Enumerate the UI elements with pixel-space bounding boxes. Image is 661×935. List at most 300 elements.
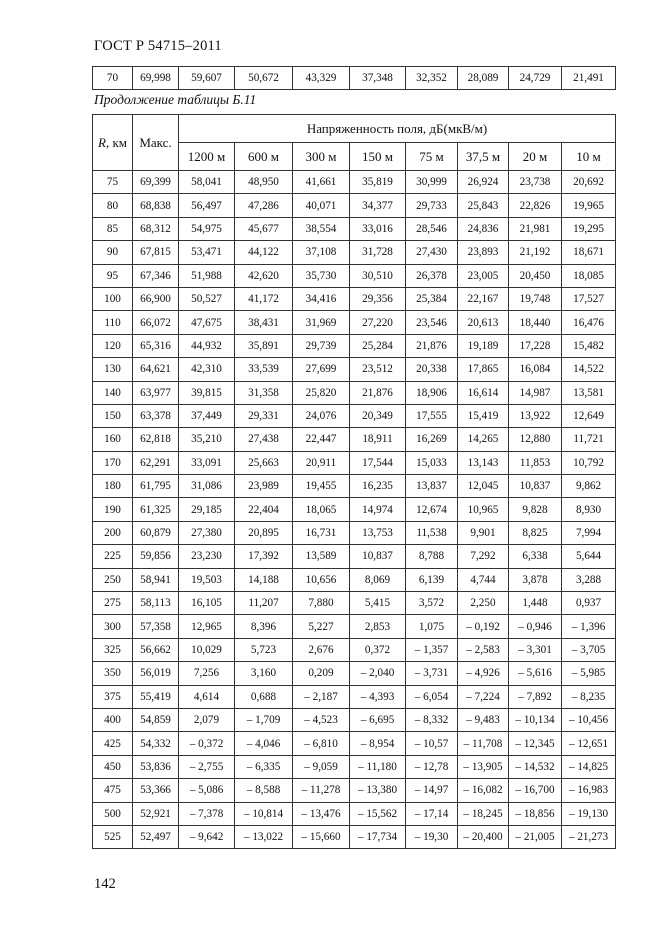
- table-cell: 28,089: [458, 67, 509, 90]
- distance-cell: 200: [93, 521, 133, 544]
- table-cell: 3,288: [562, 568, 616, 591]
- table-cell: 14,188: [235, 568, 293, 591]
- table-row: [93, 217, 616, 240]
- table-cell: 37,108: [293, 241, 350, 264]
- table-cell: 18,085: [562, 264, 616, 287]
- table-cell: – 6,335: [235, 755, 293, 778]
- table-cell: 14,974: [350, 498, 406, 521]
- table-cell: 8,069: [350, 568, 406, 591]
- distance-cell: 75: [93, 171, 133, 194]
- table-cell: 18,065: [293, 498, 350, 521]
- table-cell: 50,672: [235, 67, 293, 90]
- table-cell: 23,546: [406, 311, 458, 334]
- table-cell: – 13,476: [293, 802, 350, 825]
- table-cell: 45,677: [235, 217, 293, 240]
- column-header-height: 1200 м: [179, 143, 235, 171]
- table-cell: 19,965: [562, 194, 616, 217]
- table-cell: 67,346: [133, 264, 179, 287]
- table-cell: 19,295: [562, 217, 616, 240]
- distance-cell: 100: [93, 287, 133, 310]
- table-caption: Продолжение таблицы Б.11: [94, 92, 257, 107]
- table-cell: – 7,892: [509, 685, 562, 708]
- table-cell: 15,419: [458, 404, 509, 427]
- table-cell: 29,733: [406, 194, 458, 217]
- distance-cell: 425: [93, 732, 133, 755]
- table-cell: 66,900: [133, 287, 179, 310]
- distance-cell: 180: [93, 475, 133, 498]
- table-cell: 31,969: [293, 311, 350, 334]
- column-header-height: 150 м: [350, 143, 406, 171]
- column-header-distance: R, км: [93, 115, 133, 171]
- table-cell: 11,538: [406, 521, 458, 544]
- table-cell: 10,965: [458, 498, 509, 521]
- table-row: [93, 685, 616, 708]
- table-cell: – 12,78: [406, 755, 458, 778]
- table-row: [93, 568, 616, 591]
- table-cell: 20,338: [406, 358, 458, 381]
- table-cell: 22,447: [293, 428, 350, 451]
- table-cell: 4,614: [179, 685, 235, 708]
- table-cell: 44,932: [179, 334, 235, 357]
- table-cell: 19,189: [458, 334, 509, 357]
- table-cell: 35,210: [179, 428, 235, 451]
- table-cell: 3,572: [406, 592, 458, 615]
- table-cell: 14,522: [562, 358, 616, 381]
- table-row: [93, 451, 616, 474]
- table-cell: – 11,278: [293, 779, 350, 802]
- table-cell: 32,352: [406, 67, 458, 90]
- table-cell: 17,555: [406, 404, 458, 427]
- table-cell: 29,356: [350, 287, 406, 310]
- table-cell: 58,041: [179, 171, 235, 194]
- table-cell: 27,699: [293, 358, 350, 381]
- table-cell: 8,930: [562, 498, 616, 521]
- table-cell: 4,744: [458, 568, 509, 591]
- table-cell: – 0,946: [509, 615, 562, 638]
- table-cell: – 19,30: [406, 825, 458, 848]
- table-cell: 27,220: [350, 311, 406, 334]
- table-cell: 0,209: [293, 662, 350, 685]
- table-cell: 12,880: [509, 428, 562, 451]
- table-cell: 23,738: [509, 171, 562, 194]
- table-cell: 25,284: [350, 334, 406, 357]
- table-cell: 8,788: [406, 545, 458, 568]
- distance-cell: 300: [93, 615, 133, 638]
- table-cell: – 10,814: [235, 802, 293, 825]
- distance-cell: 525: [93, 825, 133, 848]
- table-cell: – 2,583: [458, 638, 509, 661]
- table-cell: 47,286: [235, 194, 293, 217]
- table-cell: – 4,046: [235, 732, 293, 755]
- table-cell: 2,079: [179, 708, 235, 731]
- table-cell: 56,497: [179, 194, 235, 217]
- table-cell: 20,895: [235, 521, 293, 544]
- table-cell: 23,005: [458, 264, 509, 287]
- table-cell: 20,450: [509, 264, 562, 287]
- table-cell: – 4,523: [293, 708, 350, 731]
- table-cell: 29,739: [293, 334, 350, 357]
- table-cell: 13,581: [562, 381, 616, 404]
- table-cell: – 7,378: [179, 802, 235, 825]
- table-cell: 63,378: [133, 404, 179, 427]
- table-cell: – 1,709: [235, 708, 293, 731]
- table-cell: 21,192: [509, 241, 562, 264]
- table-cell: 6,139: [406, 568, 458, 591]
- distance-cell: 350: [93, 662, 133, 685]
- table-cell: 7,880: [293, 592, 350, 615]
- table-cell: 3,160: [235, 662, 293, 685]
- distance-cell: 85: [93, 217, 133, 240]
- table-cell: 24,076: [293, 404, 350, 427]
- table-cell: 56,662: [133, 638, 179, 661]
- table-cell: 29,185: [179, 498, 235, 521]
- table-cell: 57,358: [133, 615, 179, 638]
- table-cell: 47,675: [179, 311, 235, 334]
- table-cell: 1,075: [406, 615, 458, 638]
- table-cell: 17,392: [235, 545, 293, 568]
- table-cell: 27,380: [179, 521, 235, 544]
- table-cell: 7,994: [562, 521, 616, 544]
- table-cell: 5,644: [562, 545, 616, 568]
- table-cell: 16,105: [179, 592, 235, 615]
- table-cell: 9,901: [458, 521, 509, 544]
- table-cell: 9,862: [562, 475, 616, 498]
- table-cell: – 6,054: [406, 685, 458, 708]
- table-cell: 18,911: [350, 428, 406, 451]
- table-cell: – 8,332: [406, 708, 458, 731]
- table-cell: 68,312: [133, 217, 179, 240]
- table-cell: – 8,235: [562, 685, 616, 708]
- table-cell: – 10,57: [406, 732, 458, 755]
- distance-cell: 140: [93, 381, 133, 404]
- table-row: [93, 67, 616, 90]
- table-cell: – 1,357: [406, 638, 458, 661]
- table-cell: 31,728: [350, 241, 406, 264]
- table-cell: 50,527: [179, 287, 235, 310]
- distance-cell: 450: [93, 755, 133, 778]
- table-cell: 11,721: [562, 428, 616, 451]
- table-cell: – 14,825: [562, 755, 616, 778]
- table-cell: 20,613: [458, 311, 509, 334]
- table-row: [93, 521, 616, 544]
- field-strength-table: [92, 114, 616, 849]
- table-cell: 42,620: [235, 264, 293, 287]
- table-cell: 16,084: [509, 358, 562, 381]
- table-cell: – 5,616: [509, 662, 562, 685]
- table-cell: 34,377: [350, 194, 406, 217]
- table-cell: – 3,731: [406, 662, 458, 685]
- table-cell: 5,227: [293, 615, 350, 638]
- table-cell: 58,941: [133, 568, 179, 591]
- distance-cell: 170: [93, 451, 133, 474]
- table-cell: 5,723: [235, 638, 293, 661]
- table-cell: 23,893: [458, 241, 509, 264]
- table-cell: 33,016: [350, 217, 406, 240]
- table-row: [93, 475, 616, 498]
- distance-cell: 500: [93, 802, 133, 825]
- table-cell: 70: [93, 67, 133, 90]
- table-cell: – 5,985: [562, 662, 616, 685]
- table-cell: 33,091: [179, 451, 235, 474]
- table-cell: 52,921: [133, 802, 179, 825]
- table-cell: 33,539: [235, 358, 293, 381]
- table-cell: 17,865: [458, 358, 509, 381]
- table-cell: 0,372: [350, 638, 406, 661]
- distance-cell: 325: [93, 638, 133, 661]
- table-row: [93, 194, 616, 217]
- table-cell: 37,348: [350, 67, 406, 90]
- table-cell: 11,853: [509, 451, 562, 474]
- table-cell: 21,876: [406, 334, 458, 357]
- table-cell: – 6,810: [293, 732, 350, 755]
- column-group-header: Напряженность поля, дБ(мкВ/м): [179, 115, 616, 143]
- distance-cell: 190: [93, 498, 133, 521]
- column-header-height: 600 м: [235, 143, 293, 171]
- table-cell: 9,828: [509, 498, 562, 521]
- table-cell: 69,998: [133, 67, 179, 90]
- table-cell: 13,753: [350, 521, 406, 544]
- table-cell: 27,430: [406, 241, 458, 264]
- table-cell: 27,438: [235, 428, 293, 451]
- page-number: 142: [94, 876, 116, 892]
- table-cell: – 6,695: [350, 708, 406, 731]
- table-cell: 11,207: [235, 592, 293, 615]
- distance-cell: 150: [93, 404, 133, 427]
- table-cell: 38,431: [235, 311, 293, 334]
- table-cell: 62,291: [133, 451, 179, 474]
- table-cell: – 9,642: [179, 825, 235, 848]
- table-cell: – 12,345: [509, 732, 562, 755]
- table-cell: 53,366: [133, 779, 179, 802]
- table-row: [93, 311, 616, 334]
- table-cell: – 4,926: [458, 662, 509, 685]
- table-row: [93, 264, 616, 287]
- table-cell: 12,674: [406, 498, 458, 521]
- table-cell: 35,730: [293, 264, 350, 287]
- table-cell: – 13,380: [350, 779, 406, 802]
- table-cell: 16,269: [406, 428, 458, 451]
- table-cell: 3,878: [509, 568, 562, 591]
- table-cell: – 5,086: [179, 779, 235, 802]
- table-cell: 7,256: [179, 662, 235, 685]
- distance-cell: 160: [93, 428, 133, 451]
- table-cell: 13,143: [458, 451, 509, 474]
- column-header-height: 75 м: [406, 143, 458, 171]
- table-cell: – 12,651: [562, 732, 616, 755]
- table-cell: 67,815: [133, 241, 179, 264]
- table-cell: 16,614: [458, 381, 509, 404]
- table-cell: 20,692: [562, 171, 616, 194]
- table-cell: – 18,245: [458, 802, 509, 825]
- table-cell: – 14,532: [509, 755, 562, 778]
- table-cell: 25,843: [458, 194, 509, 217]
- table-cell: 28,546: [406, 217, 458, 240]
- table-cell: 64,621: [133, 358, 179, 381]
- table-row: [93, 638, 616, 661]
- table-cell: – 9,483: [458, 708, 509, 731]
- table-row: [93, 428, 616, 451]
- column-header-height: 20 м: [509, 143, 562, 171]
- distance-cell: 110: [93, 311, 133, 334]
- table-cell: 42,310: [179, 358, 235, 381]
- table-cell: – 10,456: [562, 708, 616, 731]
- table-cell: 58,113: [133, 592, 179, 615]
- table-cell: 22,167: [458, 287, 509, 310]
- table-cell: 51,988: [179, 264, 235, 287]
- table-row: [93, 171, 616, 194]
- table-cell: 8,825: [509, 521, 562, 544]
- distance-cell: 130: [93, 358, 133, 381]
- table-cell: 54,859: [133, 708, 179, 731]
- table-cell: 22,404: [235, 498, 293, 521]
- table-cell: 13,837: [406, 475, 458, 498]
- table-cell: 20,349: [350, 404, 406, 427]
- table-cell: – 14,97: [406, 779, 458, 802]
- table-row: [93, 708, 616, 731]
- table-cell: 65,316: [133, 334, 179, 357]
- table-cell: – 21,005: [509, 825, 562, 848]
- table-cell: 18,906: [406, 381, 458, 404]
- table-cell: 6,338: [509, 545, 562, 568]
- table-cell: 61,795: [133, 475, 179, 498]
- table-cell: 1,448: [509, 592, 562, 615]
- table-cell: 17,228: [509, 334, 562, 357]
- table-cell: – 19,130: [562, 802, 616, 825]
- table-cell: 60,879: [133, 521, 179, 544]
- table-cell: – 20,400: [458, 825, 509, 848]
- table-cell: 10,029: [179, 638, 235, 661]
- table-cell: 29,331: [235, 404, 293, 427]
- table-cell: 0,937: [562, 592, 616, 615]
- table-cell: 24,729: [509, 67, 562, 90]
- table-cell: 21,491: [562, 67, 616, 90]
- distance-cell: 80: [93, 194, 133, 217]
- table-cell: 25,663: [235, 451, 293, 474]
- table-cell: 10,837: [350, 545, 406, 568]
- table-cell: 13,922: [509, 404, 562, 427]
- table-row: [93, 358, 616, 381]
- table-cell: 5,415: [350, 592, 406, 615]
- table-cell: 0,688: [235, 685, 293, 708]
- table-cell: – 2,755: [179, 755, 235, 778]
- table-cell: 59,856: [133, 545, 179, 568]
- table-cell: 35,891: [235, 334, 293, 357]
- table-cell: 15,482: [562, 334, 616, 357]
- table-cell: 10,837: [509, 475, 562, 498]
- distance-cell: 375: [93, 685, 133, 708]
- distance-cell: 90: [93, 241, 133, 264]
- table-cell: – 15,562: [350, 802, 406, 825]
- table-cell: – 10,134: [509, 708, 562, 731]
- table-cell: – 11,708: [458, 732, 509, 755]
- table-cell: – 13,022: [235, 825, 293, 848]
- table-cell: 30,999: [406, 171, 458, 194]
- table-cell: 35,819: [350, 171, 406, 194]
- table-cell: – 15,660: [293, 825, 350, 848]
- table-cell: 41,661: [293, 171, 350, 194]
- table-cell: 12,965: [179, 615, 235, 638]
- table-cell: 40,071: [293, 194, 350, 217]
- table-cell: 54,332: [133, 732, 179, 755]
- table-cell: 10,792: [562, 451, 616, 474]
- table-row: [93, 334, 616, 357]
- table-cell: 68,838: [133, 194, 179, 217]
- table-cell: – 3,705: [562, 638, 616, 661]
- table-row: [93, 498, 616, 521]
- distance-cell: 225: [93, 545, 133, 568]
- table-cell: 16,731: [293, 521, 350, 544]
- table-cell: 44,122: [235, 241, 293, 264]
- table-cell: – 18,856: [509, 802, 562, 825]
- table-cell: – 7,224: [458, 685, 509, 708]
- table-cell: – 13,905: [458, 755, 509, 778]
- table-cell: – 16,700: [509, 779, 562, 802]
- table-cell: 43,329: [293, 67, 350, 90]
- table-cell: – 0,372: [179, 732, 235, 755]
- table-cell: 55,419: [133, 685, 179, 708]
- table-cell: – 3,301: [509, 638, 562, 661]
- table-cell: 24,836: [458, 217, 509, 240]
- table-cell: 16,476: [562, 311, 616, 334]
- table-cell: 2,250: [458, 592, 509, 615]
- distance-cell: 95: [93, 264, 133, 287]
- column-header-max: Макс.: [133, 115, 179, 171]
- table-row: [93, 825, 616, 848]
- table-cell: 21,876: [350, 381, 406, 404]
- table-cell: 34,416: [293, 287, 350, 310]
- table-cell: 63,977: [133, 381, 179, 404]
- distance-cell: 120: [93, 334, 133, 357]
- table-cell: 17,544: [350, 451, 406, 474]
- table-cell: – 8,954: [350, 732, 406, 755]
- table-row: [93, 732, 616, 755]
- table-cell: 25,384: [406, 287, 458, 310]
- table-cell: 21,981: [509, 217, 562, 240]
- table-cell: 69,399: [133, 171, 179, 194]
- table-row: [93, 241, 616, 264]
- column-header-height: 300 м: [293, 143, 350, 171]
- table-cell: 17,527: [562, 287, 616, 310]
- previous-table-last-row: [92, 66, 616, 90]
- table-cell: 10,656: [293, 568, 350, 591]
- table-cell: 30,510: [350, 264, 406, 287]
- table-cell: – 21,273: [562, 825, 616, 848]
- table-cell: 18,671: [562, 241, 616, 264]
- table-cell: – 4,393: [350, 685, 406, 708]
- column-header-height: 37,5 м: [458, 143, 509, 171]
- table-cell: 52,497: [133, 825, 179, 848]
- table-cell: 2,676: [293, 638, 350, 661]
- table-cell: 23,512: [350, 358, 406, 381]
- table-cell: 25,820: [293, 381, 350, 404]
- distance-cell: 475: [93, 779, 133, 802]
- table-cell: 12,649: [562, 404, 616, 427]
- table-cell: 22,826: [509, 194, 562, 217]
- table-cell: 19,455: [293, 475, 350, 498]
- distance-cell: 250: [93, 568, 133, 591]
- table-row: [93, 779, 616, 802]
- table-cell: 48,950: [235, 171, 293, 194]
- table-cell: 16,235: [350, 475, 406, 498]
- table-cell: – 16,983: [562, 779, 616, 802]
- table-cell: 37,449: [179, 404, 235, 427]
- table-cell: 20,911: [293, 451, 350, 474]
- table-row: [93, 287, 616, 310]
- table-cell: 53,471: [179, 241, 235, 264]
- table-cell: – 2,040: [350, 662, 406, 685]
- table-row: [93, 615, 616, 638]
- table-cell: 66,072: [133, 311, 179, 334]
